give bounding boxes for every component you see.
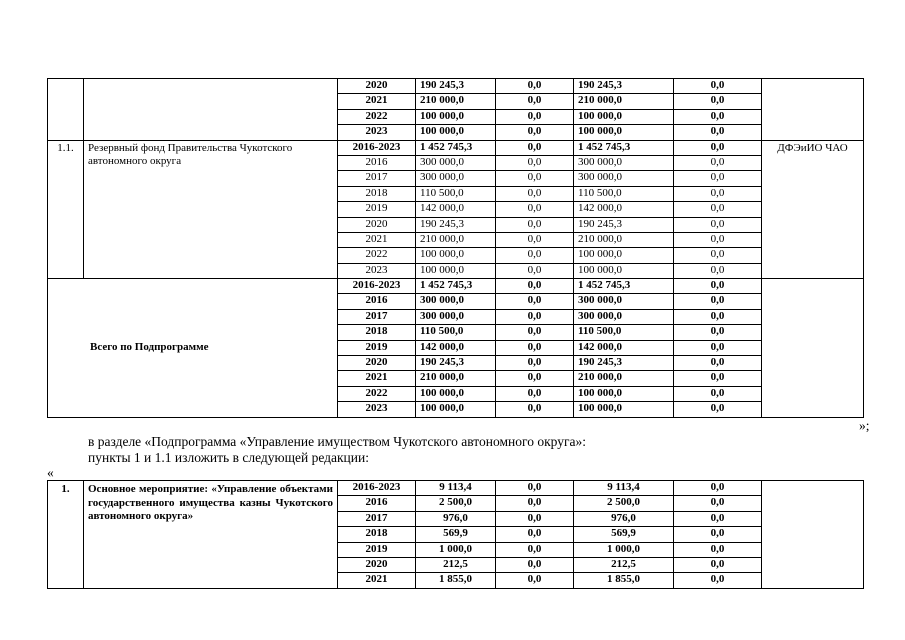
total-cell: 212,5 <box>416 557 496 572</box>
total-cell: 210 000,0 <box>416 232 496 247</box>
value-cell: 0,0 <box>496 340 574 355</box>
table-row <box>48 140 864 155</box>
value-cell: 0,0 <box>674 511 762 526</box>
total-cell: 976,0 <box>416 511 496 526</box>
value-cell: 1 000,0 <box>574 542 674 557</box>
value-cell: 0,0 <box>674 217 762 232</box>
year-cell: 2021 <box>338 573 416 588</box>
value-cell: 0,0 <box>674 325 762 340</box>
value-cell: 0,0 <box>496 573 574 588</box>
total-cell: 100 000,0 <box>416 386 496 401</box>
value-cell: 0,0 <box>496 79 574 94</box>
total-cell: 210 000,0 <box>416 371 496 386</box>
value-cell: 0,0 <box>496 232 574 247</box>
value-cell: 0,0 <box>496 248 574 263</box>
value-cell: 0,0 <box>496 279 574 294</box>
value-cell: 1 452 745,3 <box>574 140 674 155</box>
value-cell: 0,0 <box>674 340 762 355</box>
value-cell: 0,0 <box>674 557 762 572</box>
value-cell: 0,0 <box>496 217 574 232</box>
value-cell: 190 245,3 <box>574 356 674 371</box>
value-cell: 0,0 <box>496 155 574 170</box>
value-cell: 0,0 <box>674 402 762 417</box>
value-cell: 0,0 <box>496 481 574 496</box>
value-cell: 0,0 <box>674 279 762 294</box>
value-cell: 569,9 <box>574 527 674 542</box>
value-cell: 100 000,0 <box>574 125 674 140</box>
value-cell: 0,0 <box>674 356 762 371</box>
value-cell: 0,0 <box>674 202 762 217</box>
value-cell: 0,0 <box>674 186 762 201</box>
total-cell: 100 000,0 <box>416 109 496 124</box>
budget-table-bottom <box>47 480 864 589</box>
year-cell: 2016-2023 <box>338 140 416 155</box>
value-cell: 0,0 <box>496 511 574 526</box>
total-cell: 9 113,4 <box>416 481 496 496</box>
value-cell: 0,0 <box>496 309 574 324</box>
year-cell: 2016 <box>338 294 416 309</box>
value-cell: 976,0 <box>574 511 674 526</box>
year-cell: 2020 <box>338 79 416 94</box>
year-cell: 2019 <box>338 202 416 217</box>
value-cell: 0,0 <box>496 109 574 124</box>
year-cell: 2016 <box>338 496 416 511</box>
year-cell: 2019 <box>338 542 416 557</box>
value-cell: 0,0 <box>674 232 762 247</box>
value-cell: 210 000,0 <box>574 232 674 247</box>
total-cell: 110 500,0 <box>416 325 496 340</box>
value-cell: 0,0 <box>496 171 574 186</box>
total-cell: 142 000,0 <box>416 340 496 355</box>
value-cell: 0,0 <box>674 573 762 588</box>
year-cell: 2022 <box>338 386 416 401</box>
year-cell: 2023 <box>338 402 416 417</box>
table-row <box>48 481 864 496</box>
value-cell: 0,0 <box>496 557 574 572</box>
value-cell: 0,0 <box>496 186 574 201</box>
value-cell: 212,5 <box>574 557 674 572</box>
value-cell: 100 000,0 <box>574 263 674 278</box>
total-cell: 190 245,3 <box>416 356 496 371</box>
opening-quote: « <box>47 465 54 480</box>
year-cell: 2019 <box>338 340 416 355</box>
value-cell: 0,0 <box>674 248 762 263</box>
total-cell: 100 000,0 <box>416 248 496 263</box>
value-cell: 100 000,0 <box>574 248 674 263</box>
value-cell: 0,0 <box>674 294 762 309</box>
value-cell: 0,0 <box>496 125 574 140</box>
table2-body <box>48 481 864 589</box>
value-cell: 190 245,3 <box>574 217 674 232</box>
executor-cell <box>762 79 864 141</box>
value-cell: 100 000,0 <box>574 109 674 124</box>
value-cell: 300 000,0 <box>574 155 674 170</box>
value-cell: 0,0 <box>496 402 574 417</box>
total-cell: 1 452 745,3 <box>416 279 496 294</box>
value-cell: 142 000,0 <box>574 340 674 355</box>
name-cell <box>84 79 338 141</box>
total-cell: 300 000,0 <box>416 309 496 324</box>
value-cell: 0,0 <box>674 125 762 140</box>
value-cell: 190 245,3 <box>574 79 674 94</box>
executor-cell <box>762 279 864 418</box>
value-cell: 0,0 <box>496 325 574 340</box>
year-cell: 2018 <box>338 527 416 542</box>
year-cell: 2020 <box>338 356 416 371</box>
total-cell: 110 500,0 <box>416 186 496 201</box>
value-cell: 9 113,4 <box>574 481 674 496</box>
executor-name: ДФЭиИО ЧАО <box>762 140 864 279</box>
value-cell: 0,0 <box>496 371 574 386</box>
total-cell: 210 000,0 <box>416 94 496 109</box>
value-cell: 0,0 <box>674 155 762 170</box>
year-cell: 2018 <box>338 325 416 340</box>
item-number: 1. <box>48 481 84 589</box>
total-cell: 2 500,0 <box>416 496 496 511</box>
value-cell: 300 000,0 <box>574 309 674 324</box>
total-cell: 300 000,0 <box>416 294 496 309</box>
value-cell: 0,0 <box>674 542 762 557</box>
value-cell: 300 000,0 <box>574 294 674 309</box>
value-cell: 110 500,0 <box>574 186 674 201</box>
value-cell: 0,0 <box>674 109 762 124</box>
total-cell: 100 000,0 <box>416 402 496 417</box>
year-cell: 2016 <box>338 155 416 170</box>
total-cell: 1 452 745,3 <box>416 140 496 155</box>
value-cell: 100 000,0 <box>574 386 674 401</box>
value-cell: 0,0 <box>496 202 574 217</box>
year-cell: 2023 <box>338 125 416 140</box>
total-cell: 142 000,0 <box>416 202 496 217</box>
total-cell: 190 245,3 <box>416 217 496 232</box>
year-cell: 2022 <box>338 248 416 263</box>
value-cell: 100 000,0 <box>574 402 674 417</box>
value-cell: 0,0 <box>674 140 762 155</box>
number-cell <box>48 79 84 141</box>
item-name: Резервный фонд Правительства Чукотского автономного округа <box>84 140 338 279</box>
value-cell: 0,0 <box>674 79 762 94</box>
item-name: Основное мероприятие: «Управление объектами государственного имущества казны Чукотского автономного округа» <box>84 481 338 589</box>
table1-body <box>48 79 864 418</box>
amendment-paragraph: в разделе «Подпрограмма «Управление имуществом Чукотского автономного округа»: <box>88 434 586 449</box>
value-cell: 210 000,0 <box>574 371 674 386</box>
total-cell: 100 000,0 <box>416 125 496 140</box>
year-cell: 2020 <box>338 557 416 572</box>
year-cell: 2018 <box>338 186 416 201</box>
budget-table-top <box>47 78 864 418</box>
value-cell: 0,0 <box>674 496 762 511</box>
value-cell: 0,0 <box>674 309 762 324</box>
year-cell: 2016-2023 <box>338 279 416 294</box>
value-cell: 0,0 <box>674 386 762 401</box>
value-cell: 0,0 <box>496 386 574 401</box>
value-cell: 142 000,0 <box>574 202 674 217</box>
value-cell: 0,0 <box>496 263 574 278</box>
year-cell: 2017 <box>338 309 416 324</box>
value-cell: 2 500,0 <box>574 496 674 511</box>
year-cell: 2021 <box>338 232 416 247</box>
closing-quote: »; <box>859 418 870 433</box>
value-cell: 110 500,0 <box>574 325 674 340</box>
value-cell: 0,0 <box>496 356 574 371</box>
value-cell: 0,0 <box>496 527 574 542</box>
table-row <box>48 79 864 94</box>
item-number: 1.1. <box>48 140 84 279</box>
year-cell: 2023 <box>338 263 416 278</box>
year-cell: 2020 <box>338 217 416 232</box>
total-cell: 300 000,0 <box>416 155 496 170</box>
year-cell: 2021 <box>338 94 416 109</box>
value-cell: 0,0 <box>674 171 762 186</box>
total-cell: 1 000,0 <box>416 542 496 557</box>
value-cell: 0,0 <box>674 94 762 109</box>
value-cell: 1 452 745,3 <box>574 279 674 294</box>
value-cell: 0,0 <box>674 481 762 496</box>
amendment-paragraph: пункты 1 и 1.1 изложить в следующей редакции: <box>88 450 369 465</box>
value-cell: 0,0 <box>674 371 762 386</box>
value-cell: 0,0 <box>674 263 762 278</box>
year-cell: 2017 <box>338 511 416 526</box>
year-cell: 2016-2023 <box>338 481 416 496</box>
subtotal-label: Всего по Подпрограмме <box>48 279 338 418</box>
value-cell: 300 000,0 <box>574 171 674 186</box>
value-cell: 0,0 <box>496 496 574 511</box>
total-cell: 1 855,0 <box>416 573 496 588</box>
value-cell: 0,0 <box>496 140 574 155</box>
year-cell: 2017 <box>338 171 416 186</box>
value-cell: 0,0 <box>496 294 574 309</box>
total-cell: 569,9 <box>416 527 496 542</box>
table-row <box>48 279 864 294</box>
total-cell: 300 000,0 <box>416 171 496 186</box>
total-cell: 100 000,0 <box>416 263 496 278</box>
year-cell: 2022 <box>338 109 416 124</box>
value-cell: 1 855,0 <box>574 573 674 588</box>
value-cell: 210 000,0 <box>574 94 674 109</box>
total-cell: 190 245,3 <box>416 79 496 94</box>
value-cell: 0,0 <box>496 542 574 557</box>
value-cell: 0,0 <box>674 527 762 542</box>
value-cell: 0,0 <box>496 94 574 109</box>
executor-cell <box>762 481 864 589</box>
year-cell: 2021 <box>338 371 416 386</box>
